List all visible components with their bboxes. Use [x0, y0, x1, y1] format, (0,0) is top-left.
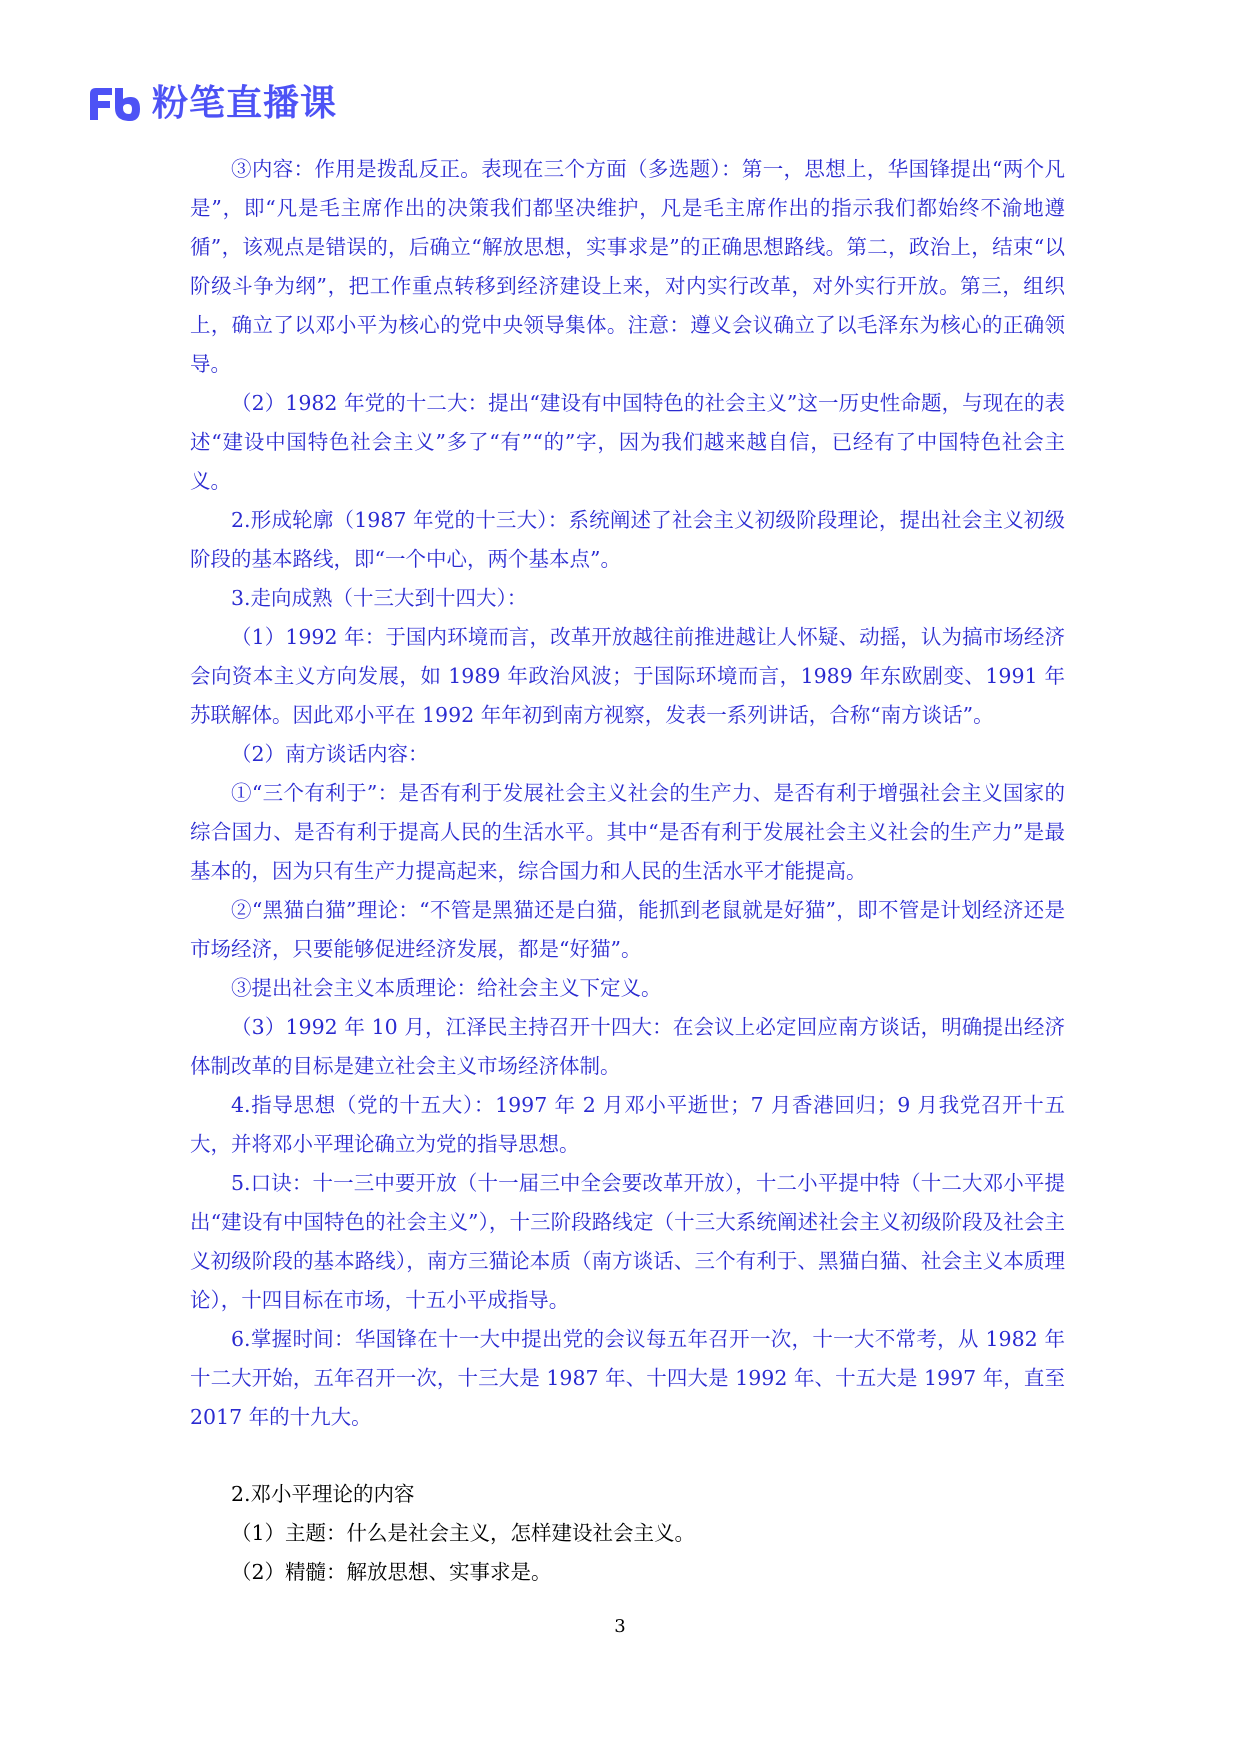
document-body	[190, 150, 1065, 1592]
brand-logo	[88, 82, 337, 126]
paragraph: 5.口诀：十一三中要开放（十一届三中全会要改革开放），十二小平提中特（十二大邓小平提出“建设有中国特色的社会主义”），十三阶段路线定（十三大系统阐述社会主义初级阶段及社会主义初级阶段的基本路线），南方三猫论本质（南方谈话、三个有利于、黑猫白猫、社会主义本质理论），十四目标在市场，十五小平成指导。	[190, 1171, 1065, 1312]
paragraph: （1）主题：什么是社会主义，怎样建设社会主义。	[231, 1521, 696, 1545]
paragraph: 2.形成轮廓（1987 年党的十三大）：系统阐述了社会主义初级阶段理论，提出社会主义初级阶段的基本路线，即“一个中心，两个基本点”。	[190, 508, 1065, 571]
paragraph: 4.指导思想（党的十五大）：1997 年 2 月邓小平逝世；7 月香港回归；9 月我党召开十五大，并将邓小平理论确立为党的指导思想。	[190, 1093, 1065, 1156]
fb-logo-icon	[88, 86, 142, 122]
paragraph: （2）1982 年党的十二大：提出“建设有中国特色的社会主义”这一历史性命题，与现在的表述“建设中国特色社会主义”多了“有”“的”字，因为我们越来越自信，已经有了中国特色社会主义。	[190, 391, 1065, 493]
paragraph: ①“三个有利于”：是否有利于发展社会主义社会的生产力、是否有利于增强社会主义国家的综合国力、是否有利于提高人民的生活水平。其中“是否有利于发展社会主义社会的生产力”是最基本的，因为只有生产力提高起来，综合国力和人民的生活水平才能提高。	[190, 781, 1065, 883]
paragraph: ③内容：作用是拨乱反正。表现在三个方面（多选题）：第一，思想上，华国锋提出“两个凡是”，即“凡是毛主席作出的决策我们都坚决维护，凡是毛主席作出的指示我们都始终不渝地遵循”，该观点是错误的，后确立“解放思想，实事求是”的正确思想路线。第二，政治上，结束“以阶级斗争为纲”，把工作重点转移到经济建设上来，对内实行改革，对外实行开放。第三，组织上，确立了以邓小平为核心的党中央领导集体。注意：遵义会议确立了以毛泽东为核心的正确领导。	[190, 157, 1065, 376]
page-number: 3	[614, 1616, 626, 1637]
paragraph: （2）南方谈话内容：	[231, 742, 429, 766]
paragraph: （2）精髓：解放思想、实事求是。	[231, 1560, 552, 1584]
brand-name: 粉笔直播课	[152, 83, 338, 124]
section-spacer	[190, 1437, 1065, 1475]
paragraph: 3.走向成熟（十三大到十四大）：	[231, 586, 528, 610]
paragraph: ③提出社会主义本质理论：给社会主义下定义。	[231, 976, 662, 1000]
paragraph: ②“黑猫白猫”理论：“不管是黑猫还是白猫，能抓到老鼠就是好猫”，即不管是计划经济还是市场经济，只要能够促进经济发展，都是“好猫”。	[190, 898, 1065, 961]
paragraph: 6.掌握时间：华国锋在十一大中提出党的会议每五年召开一次，十一大不常考，从 1982 年十二大开始，五年召开一次，十三大是 1987 年、十四大是 1992 年、十五大是 1997 年，直至 2017 年的十九大。	[190, 1327, 1065, 1429]
paragraph: （3）1992 年 10 月，江泽民主持召开十四大：在会议上必定回应南方谈话，明确提出经济体制改革的目标是建立社会主义市场经济体制。	[190, 1015, 1065, 1078]
paragraph: （1）1992 年：于国内环境而言，改革开放越往前推进越让人怀疑、动摇，认为搞市场经济会向资本主义方向发展，如 1989 年政治风波；于国际环境而言，1989 年东欧剧变、1991 年苏联解体。因此邓小平在 1992 年年初到南方视察，发表一系列讲话，合称“南方谈话”。	[190, 625, 1065, 727]
section-heading: 2.邓小平理论的内容	[231, 1482, 415, 1506]
